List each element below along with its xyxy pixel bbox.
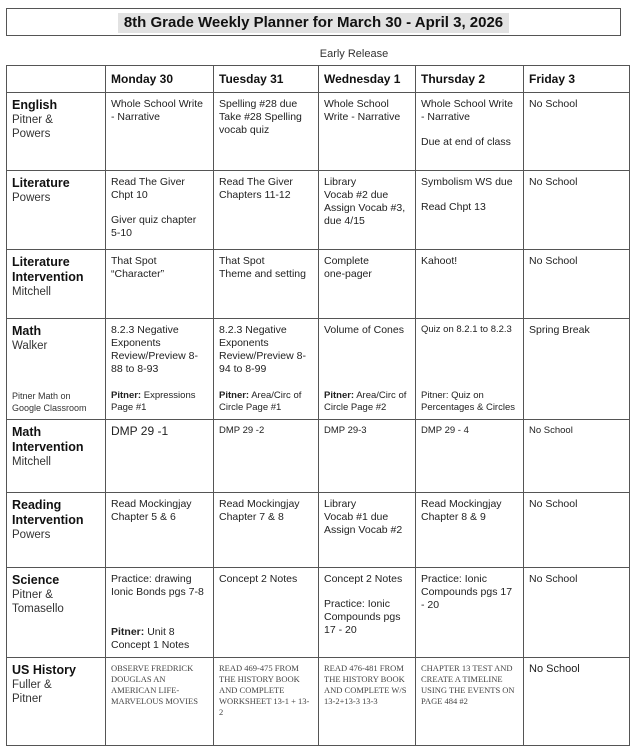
- subject-cell: [7, 319, 106, 420]
- cell-thursday: [416, 658, 524, 746]
- assignment-text: CHAPTER 13 TEST AND CREATE A TIMELINE USING THE EVENTS ON PAGE 484 #2: [421, 663, 515, 706]
- cell-friday: [524, 250, 630, 319]
- assignment-text: READ 469-475 FROM THE HISTORY BOOK AND COMPLETE WORKSHEET 13-1 + 13-2: [219, 663, 310, 717]
- planner-title-box: [6, 8, 621, 36]
- assignment-text: Assign Vocab #3, due 4/15: [324, 202, 406, 227]
- assignment-text: 8.2.3 Negative Exponents Review/Preview 8-94 to 8-99: [219, 324, 306, 375]
- assignment-text: Concept 2 Notes: [219, 573, 298, 585]
- cell-tuesday: [214, 493, 319, 568]
- teacher-name: Powers: [12, 192, 51, 204]
- cell-monday: [106, 171, 214, 250]
- assignment-text: OBSERVE FREDRICK DOUGLAS AN AMERICAN LIFE-MARVELOUS MOVIES: [111, 663, 198, 706]
- assignment-text: No School: [529, 176, 578, 188]
- table-row-literature-intervention: [7, 250, 630, 319]
- cell-thursday: [416, 493, 524, 568]
- table-row-us-history: [7, 658, 630, 746]
- subject-name: Intervention: [12, 440, 84, 454]
- table-row-math-intervention: [7, 420, 630, 493]
- assignment-text: That Spot: [111, 255, 157, 267]
- assignment-text: Complete: [324, 255, 369, 267]
- cell-friday: [524, 568, 630, 658]
- subject-cell: [7, 250, 106, 319]
- assignment-text: Concept 2 Notes: [324, 573, 403, 585]
- cell-wednesday: [319, 420, 416, 493]
- assignment-text: DMP 29 - 4: [421, 425, 469, 436]
- cell-wednesday: [319, 171, 416, 250]
- cell-friday: [524, 93, 630, 171]
- cell-thursday: [416, 93, 524, 171]
- assignment-text: Due at end of class: [421, 136, 511, 148]
- assignment-text: Read Mockingjay: [219, 498, 300, 510]
- assignment-text: Giver quiz chapter 5-10: [111, 214, 197, 239]
- assignment-text: Read Mockingjay: [111, 498, 192, 510]
- subject-cell: [7, 93, 106, 171]
- subject-cell: [7, 658, 106, 746]
- table-row-science: [7, 568, 630, 658]
- cell-thursday: [416, 171, 524, 250]
- cell-friday: [524, 658, 630, 746]
- table-row-reading-intervention: [7, 493, 630, 568]
- assignment-text: Library: [324, 498, 357, 510]
- cell-tuesday: [214, 420, 319, 493]
- subject-name: Intervention: [12, 270, 84, 284]
- assignment-text: Read The Giver Chpt 10: [111, 176, 185, 201]
- assignment-text: Read Mockingjay: [421, 498, 502, 510]
- assignment-text: No School: [529, 573, 578, 585]
- header-row: [7, 66, 630, 93]
- table-row-literature: [7, 171, 630, 250]
- assignment-text: Library: [324, 176, 357, 188]
- planner-title: 8th Grade Weekly Planner for March 30 - April 3, 2026: [118, 13, 509, 33]
- header-wednesday: Wednesday 1: [319, 66, 416, 93]
- pitner-label: Pitner:: [111, 626, 145, 638]
- pitner-assignment: [324, 390, 412, 414]
- header-tuesday: Tuesday 31: [214, 66, 319, 93]
- assignment-text: Assign Vocab #2: [324, 524, 403, 536]
- subject-name: Intervention: [12, 513, 84, 527]
- cell-tuesday: [214, 319, 319, 420]
- assignment-text: Whole School Write - Narrative: [324, 98, 401, 123]
- header-friday: Friday 3: [524, 66, 630, 93]
- cell-monday: [106, 93, 214, 171]
- assignment-text: Quiz on 8.2.1 to 8.2.3: [421, 324, 512, 335]
- teacher-name: Tomasello: [12, 603, 64, 615]
- assignment-text: Spring Break: [529, 324, 590, 336]
- header-subject: [7, 66, 106, 93]
- pitner-assignment: [111, 626, 210, 652]
- cell-monday: [106, 493, 214, 568]
- cell-tuesday: [214, 171, 319, 250]
- teacher-name: Mitchell: [12, 456, 51, 468]
- cell-monday: [106, 658, 214, 746]
- pitner-text: Expressions Page #1: [111, 390, 196, 413]
- cell-thursday: [416, 250, 524, 319]
- assignment-text: READ 476-481 FROM THE HISTORY BOOK AND COMPLETE W/S 13-2+13-3 13-3: [324, 663, 407, 706]
- assignment-text: Vocab #1 due: [324, 511, 389, 523]
- subject-name: US History: [12, 663, 76, 677]
- assignment-text: No School: [529, 498, 578, 510]
- subject-cell: [7, 493, 106, 568]
- assignment-text: Vocab #2 due: [324, 189, 389, 201]
- cell-monday: [106, 420, 214, 493]
- assignment-text: DMP 29 -1: [111, 424, 169, 438]
- subject-name: Literature: [12, 255, 70, 269]
- cell-wednesday: [319, 493, 416, 568]
- cell-tuesday: [214, 250, 319, 319]
- header-thursday: Thursday 2: [416, 66, 524, 93]
- subject-cell: [7, 568, 106, 658]
- cell-monday: [106, 568, 214, 658]
- assignment-text: one-pager: [324, 268, 372, 280]
- assignment-text: Practice: Ionic Compounds pgs 17 - 20: [324, 598, 401, 636]
- weekly-planner-table: [6, 65, 630, 746]
- assignment-text: Practice: Ionic Compounds pgs 17 - 20: [421, 573, 513, 611]
- assignment-text: Chapter 8 & 9: [421, 511, 486, 523]
- pitner-assignment: [219, 390, 315, 414]
- teacher-name: Powers: [12, 529, 51, 541]
- assignment-text: No School: [529, 663, 580, 675]
- cell-thursday: [416, 319, 524, 420]
- assignment-text: No School: [529, 255, 578, 267]
- subject-name: Literature: [12, 176, 70, 190]
- assignment-text: Theme and setting: [219, 268, 306, 280]
- cell-tuesday: [214, 93, 319, 171]
- cell-wednesday: [319, 658, 416, 746]
- subject-name: Reading: [12, 498, 62, 512]
- teacher-name: Mitchell: [12, 286, 51, 298]
- teacher-name: Fuller &: [12, 679, 52, 691]
- assignment-text: That Spot: [219, 255, 265, 267]
- cell-wednesday: [319, 250, 416, 319]
- pitner-assignment: [111, 390, 210, 414]
- cell-monday: [106, 319, 214, 420]
- assignment-text: No School: [529, 98, 578, 110]
- table-row-english: [7, 93, 630, 171]
- cell-wednesday: [319, 568, 416, 658]
- pitner-assignment: Pitner: Quiz on Percentages & Circles: [421, 390, 515, 413]
- assignment-text: Spelling #28 due: [219, 98, 298, 110]
- subject-name: English: [12, 98, 58, 112]
- assignment-text: Symbolism WS due: [421, 176, 513, 188]
- pitner-label: Pitner:: [219, 390, 250, 401]
- cell-thursday: [416, 420, 524, 493]
- teacher-name: Pitner &: [12, 589, 53, 601]
- teacher-name: Powers: [12, 128, 51, 140]
- assignment-text: Practice: drawing Ionic Bonds pgs 7-8: [111, 573, 204, 598]
- cell-wednesday: [319, 319, 416, 420]
- subject-name: Math: [12, 324, 42, 338]
- assignment-text: DMP 29-3: [324, 425, 367, 436]
- cell-friday: [524, 493, 630, 568]
- assignment-text: No School: [529, 425, 573, 436]
- table-row-math: [7, 319, 630, 420]
- assignment-text: Volume of Cones: [324, 324, 404, 336]
- assignment-text: Kahoot!: [421, 255, 458, 267]
- pitner-math-note: Pitner Math on Google Classroom: [12, 391, 87, 413]
- teacher-name: Pitner: [12, 693, 43, 705]
- cell-tuesday: [214, 568, 319, 658]
- pitner-label: Pitner:: [111, 390, 142, 401]
- cell-friday: [524, 420, 630, 493]
- cell-tuesday: [214, 658, 319, 746]
- cell-friday: [524, 171, 630, 250]
- assignment-text: Whole School Write - Narrative: [421, 98, 514, 123]
- cell-wednesday: [319, 93, 416, 171]
- subject-cell: [7, 171, 106, 250]
- pitner-text: Area/Circ of Circle Page #2: [324, 390, 407, 413]
- assignment-text: “Character”: [111, 268, 165, 280]
- assignment-text: Chapter 7 & 8: [219, 511, 284, 523]
- assignment-text: Whole School Write - Narrative: [111, 98, 204, 123]
- assignment-text: Read Chpt 13: [421, 201, 486, 213]
- teacher-name: Pitner &: [12, 114, 53, 126]
- pitner-text: Area/Circ of Circle Page #1: [219, 390, 302, 413]
- header-monday: Monday 30: [106, 66, 214, 93]
- assignment-text: Read The Giver Chapters 11-12: [219, 176, 293, 201]
- pitner-text: Unit 8 Concept 1 Notes: [111, 626, 190, 651]
- assignment-text: DMP 29 -2: [219, 425, 265, 436]
- cell-thursday: [416, 568, 524, 658]
- cell-monday: [106, 250, 214, 319]
- subject-name: Math: [12, 425, 42, 439]
- assignment-text: 8.2.3 Negative Exponents Review/Preview 8-88 to 8-93: [111, 324, 198, 375]
- subject-name: Science: [12, 573, 60, 587]
- assignment-text: Take #28 Spelling vocab quiz: [219, 111, 302, 136]
- assignment-text: Chapter 5 & 6: [111, 511, 176, 523]
- cell-friday: [524, 319, 630, 420]
- early-release-note: Early Release: [319, 48, 389, 60]
- subject-cell: [7, 420, 106, 493]
- teacher-name: Walker: [12, 340, 48, 352]
- pitner-label: Pitner:: [324, 390, 355, 401]
